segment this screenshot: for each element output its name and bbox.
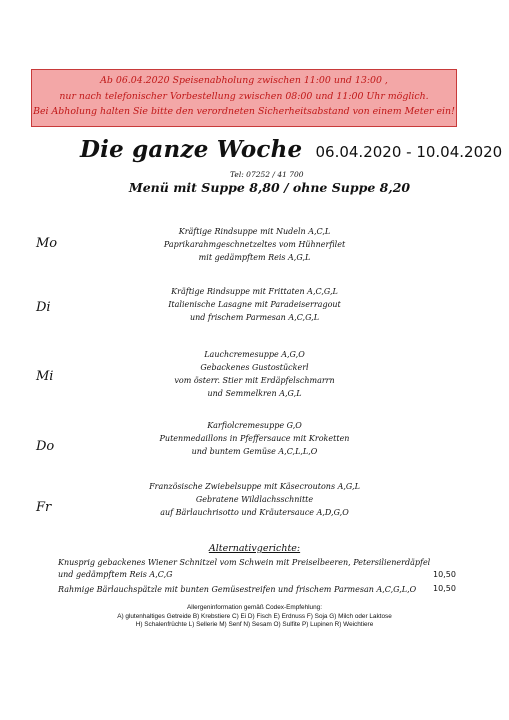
allergen-line-2: H) Schalenfrüchte L) Sellerie M) Senf N) Sesam O) Sulfite P) Lupinen R) Weichtiere	[135, 621, 374, 629]
dish-line: Gebackenes Gustostückerl	[200, 363, 309, 372]
dish-do	[0, 419, 509, 458]
alternative-price-2: 10,50	[433, 584, 456, 593]
dish-line: und frischem Parmesan A,C,G,L	[189, 313, 320, 322]
dish-line: vom österr. Stier mit Erdäpfelschmarrn	[174, 376, 335, 385]
title-text: Die ganze Woche	[80, 136, 303, 163]
dish-line: und Semmelkren A,G,L	[207, 389, 302, 398]
alternative-line: und gedämpftem Reis A,C,G	[58, 570, 173, 579]
alternative-item-1	[58, 557, 458, 581]
dish-line: Paprikarahmgeschnetzeltes vom Hühnerfilet	[163, 240, 346, 249]
dish-line: Kräftige Rindsuppe mit Nudeln A,C,L	[178, 227, 331, 236]
dish-di	[0, 285, 509, 324]
notice-line-3: Bei Abholung halten Sie bitte den verordneten Sicherheitsabstand von einem Meter ein!	[33, 106, 455, 118]
dish-fr	[0, 480, 509, 519]
alternative-line: Knusprig gebackenes Wiener Schnitzel vom Schwein mit Preiselbeeren, Petersilienerdäpfel	[58, 558, 431, 567]
dish-line: Karfiolcremesuppe G,O	[207, 421, 302, 430]
alternatives-title: Alternativgerichte:	[208, 543, 301, 554]
dish-line: mit gedämpftem Reis A,G,L	[198, 253, 311, 262]
title-dates: 06.04.2020 - 10.04.2020	[315, 143, 503, 161]
notice-line-2: nur nach telefonischer Vorbestellung zwischen 08:00 und 11:00 Uhr möglich.	[59, 90, 429, 102]
phone-number: Tel: 07252 / 41 700	[230, 170, 304, 179]
allergen-line-1: A) glutenhaltiges Getreide B) Krebstiere C) Ei D) Fisch E) Erdnuss F) Soja G) Milch oder Laktose	[117, 612, 392, 620]
dish-line: und buntem Gemüse A,C,L,L,O	[191, 447, 318, 456]
day-label-do: Do	[36, 439, 55, 454]
alternative-line: Rahmige Bärlauchspätzle mit bunten Gemüsestreifen und frischem Parmesan A,C,G,L,O	[58, 585, 417, 594]
dish-line: Lauchcremesuppe A,G,O	[204, 350, 305, 359]
day-label-fr: Fr	[36, 500, 52, 515]
dish-line: Gebratene Wildlachsschnitte	[195, 495, 314, 504]
menu-prices: Menü mit Suppe 8,80 / ohne Suppe 8,20	[128, 180, 411, 195]
dish-line: Italienische Lasagne mit Paradeiserragout	[168, 300, 341, 309]
day-label-mo: Mo	[36, 236, 58, 251]
allergen-info	[0, 604, 509, 630]
day-label-di: Di	[36, 300, 51, 315]
day-label-mi: Mi	[36, 369, 54, 384]
alternative-item-2	[58, 584, 458, 596]
dish-line: Kräftige Rindsuppe mit Frittaten A,C,G,L	[171, 287, 338, 296]
dish-line: Französische Zwiebelsuppe mit Käsecroutons A,G,L	[149, 482, 360, 491]
dish-line: auf Bärlauchrisotto und Kräutersauce A,D,G,O	[160, 508, 349, 517]
page-title	[80, 136, 503, 163]
dish-mi	[0, 348, 509, 400]
alternative-price-1: 10,50	[433, 570, 456, 579]
dish-line: Putenmedaillons in Pfeffersauce mit Kroketten	[159, 434, 350, 443]
notice-line-1: Ab 06.04.2020 Speisenabholung zwischen 11:00 und 13:00 ,	[100, 75, 388, 86]
dish-mo	[0, 225, 509, 264]
pickup-notice-banner	[31, 69, 457, 127]
allergen-title: Allergeninformation gemäß Codex-Empfehlung:	[187, 604, 322, 611]
